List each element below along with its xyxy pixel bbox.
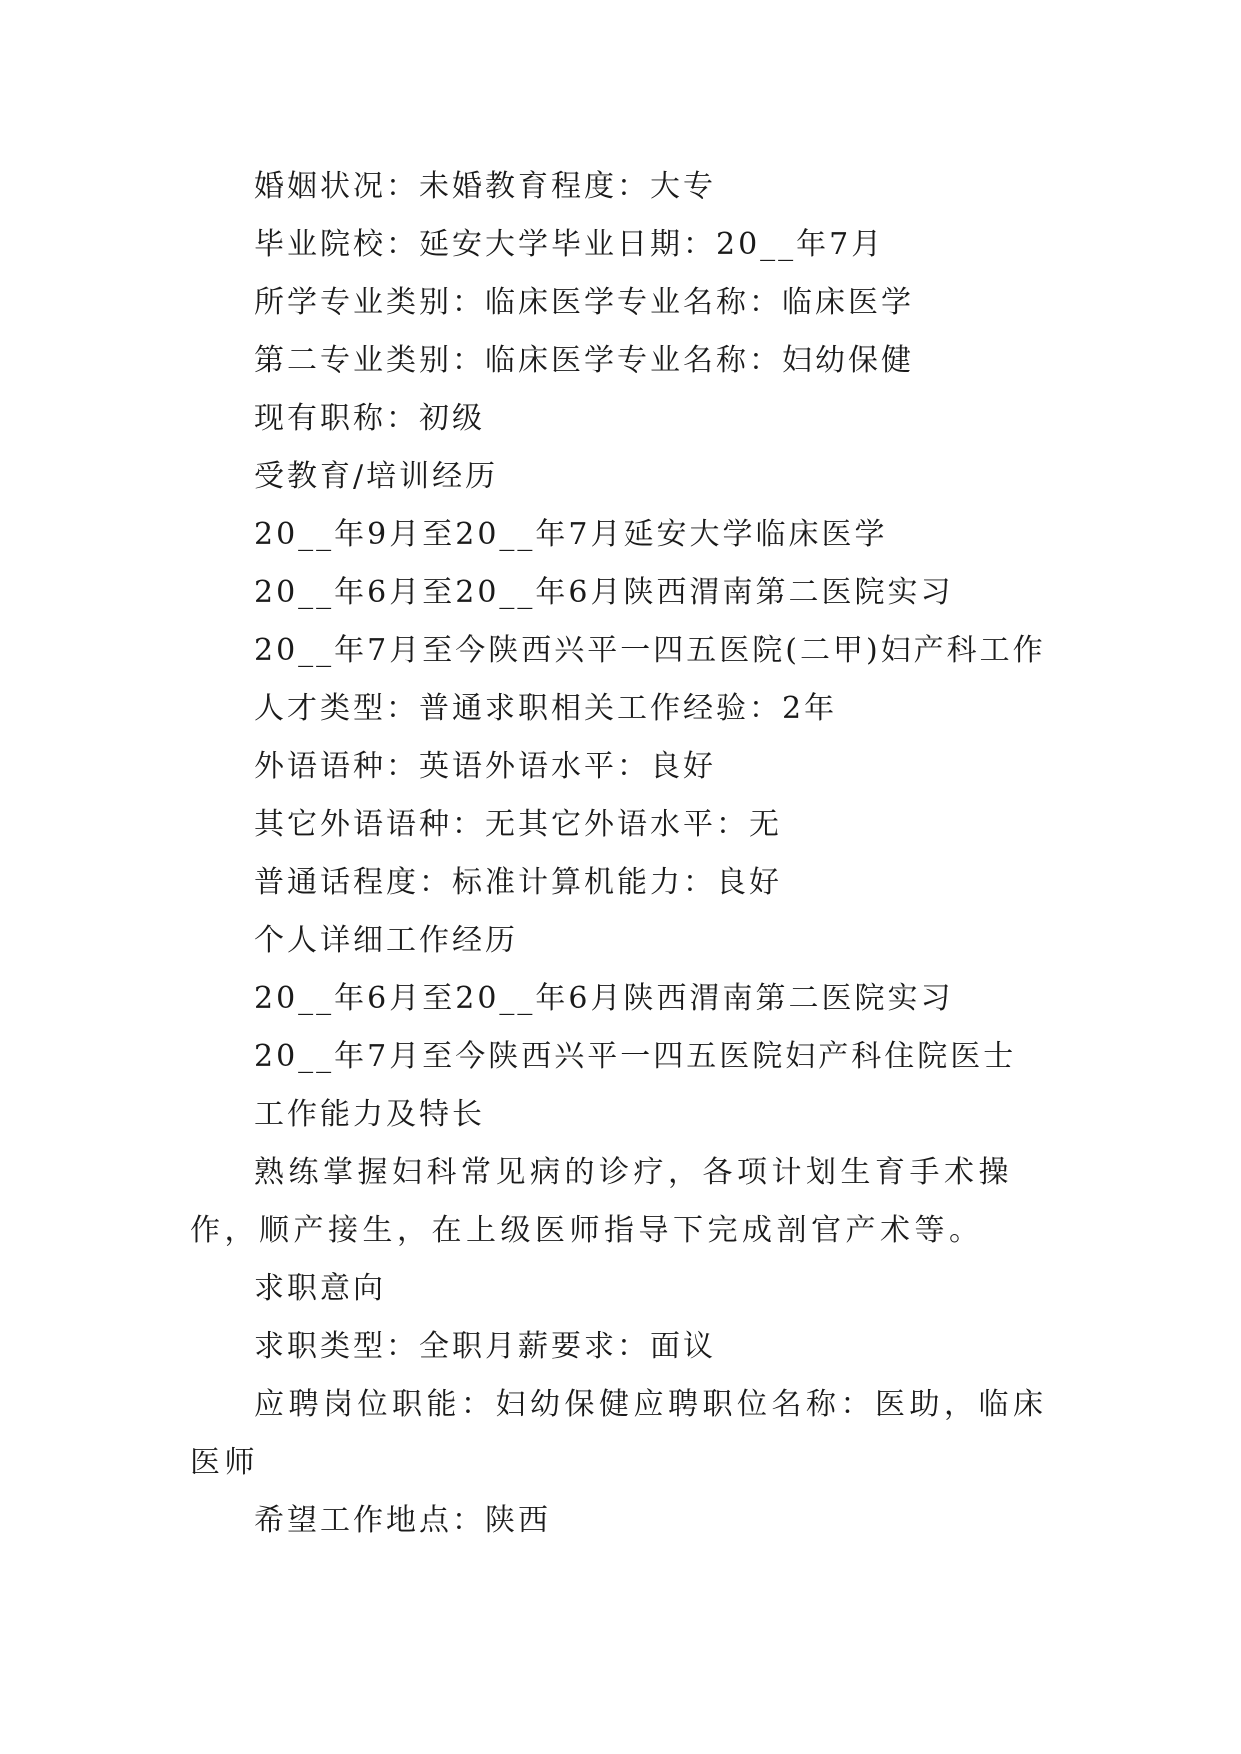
intent-heading: 求职意向	[254, 1271, 386, 1306]
work-history-item: 20__年7月至今陕西兴平一四五医院妇产科住院医士	[254, 1039, 1017, 1074]
talent-type-line: 人才类型：普通求职相关工作经验：2年	[254, 691, 838, 726]
education-item: 20__年9月至20__年7月延安大学临床医学	[254, 517, 888, 552]
document-body	[190, 158, 1070, 1550]
work-history-item: 20__年6月至20__年6月陕西渭南第二医院实习	[254, 981, 954, 1016]
intent-type-line: 求职类型：全职月薪要求：面议	[254, 1329, 716, 1364]
skills-heading: 工作能力及特长	[254, 1097, 485, 1132]
marital-education-line: 婚姻状况：未婚教育程度：大专	[254, 169, 716, 204]
education-heading: 受教育/培训经历	[254, 459, 499, 494]
foreign-language-line: 外语语种：英语外语水平：良好	[254, 749, 716, 784]
education-item: 20__年6月至20__年6月陕西渭南第二医院实习	[254, 575, 954, 610]
intent-location-line: 希望工作地点：陕西	[254, 1503, 551, 1538]
skills-paragraph: 熟练掌握妇科常见病的诊疗，各项计划生育手术操作，顺产接生，在上级医师指导下完成剖官产术等。	[190, 1155, 1013, 1248]
education-item: 20__年7月至今陕西兴平一四五医院(二甲)妇产科工作	[254, 633, 1046, 668]
intent-position-paragraph: 应聘岗位职能：妇幼保健应聘职位名称：医助，临床医师	[190, 1387, 1048, 1480]
title-line: 现有职称：初级	[254, 401, 485, 436]
major-line: 所学专业类别：临床医学专业名称：临床医学	[254, 285, 914, 320]
school-graduation-line: 毕业院校：延安大学毕业日期：20__年7月	[254, 227, 885, 262]
second-major-line: 第二专业类别：临床医学专业名称：妇幼保健	[254, 343, 914, 378]
mandarin-computer-line: 普通话程度：标准计算机能力：良好	[254, 865, 782, 900]
other-language-line: 其它外语语种：无其它外语水平：无	[254, 807, 782, 842]
work-history-heading: 个人详细工作经历	[254, 923, 518, 958]
